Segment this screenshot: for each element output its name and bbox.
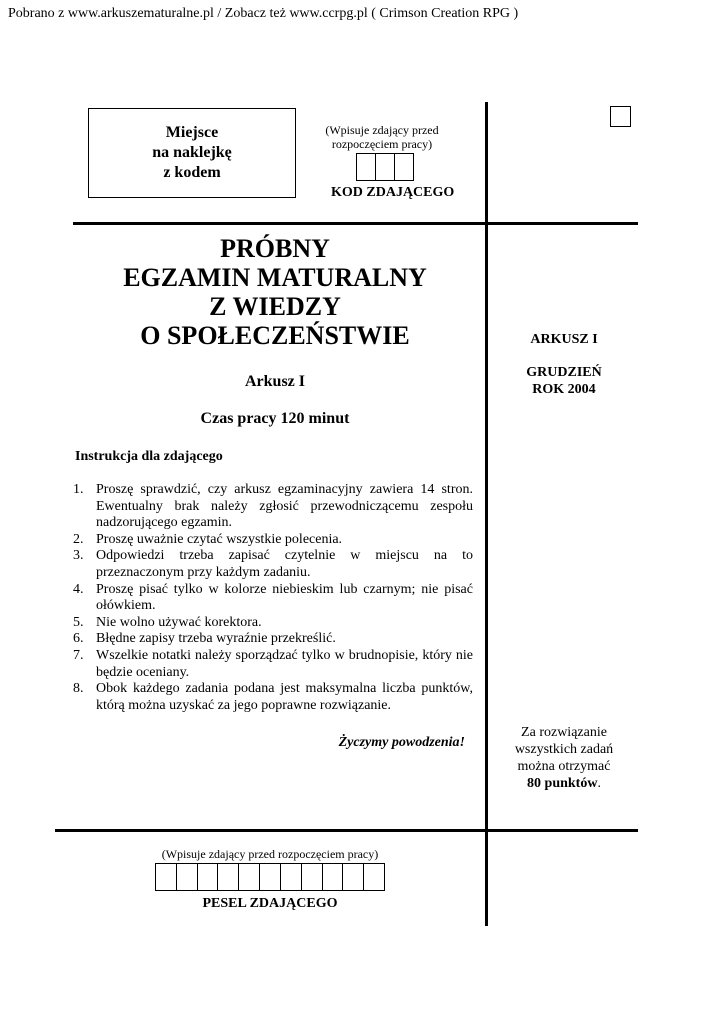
pesel-cells: [155, 863, 385, 891]
instructions-heading: Instrukcja dla zdającego: [75, 449, 223, 464]
points-line-1: Za rozwiązanie: [521, 725, 607, 740]
pesel-cell[interactable]: [176, 863, 198, 891]
code-cell[interactable]: [394, 153, 414, 181]
list-item: 1. Proszę sprawdzić, czy arkusz egzaminacyjny zawiera 14 stron. Ewentualny brak należy zgłosić przewodniczącemu zespołu nadzorującego egzamin.: [73, 482, 473, 531]
code-cell[interactable]: [356, 153, 376, 181]
points-suffix: .: [597, 776, 601, 791]
list-item: 7. Wszelkie notatki należy sporządzać tylko w brudnopisie, który nie będzie oceniany.: [73, 647, 473, 680]
vertical-divider: [485, 102, 488, 926]
pesel-label: PESEL ZDAJĄCEGO: [202, 896, 338, 911]
bottom-divider: [55, 829, 638, 832]
title-line-2: EGZAMIN MATURALNY: [123, 263, 427, 292]
pesel-cell[interactable]: [363, 863, 385, 891]
sticker-line-2: na naklejkę: [152, 144, 232, 161]
sidebar-year: ROK 2004: [532, 382, 596, 397]
list-item: 6. Błędne zapisy trzeba wyraźnie przekreślić.: [73, 631, 336, 647]
code-cell[interactable]: [375, 153, 395, 181]
list-item: 2. Proszę uważnie czytać wszystkie polecenia.: [73, 531, 343, 547]
pesel-cell[interactable]: [342, 863, 364, 891]
pesel-section: [155, 847, 385, 912]
time-label: Czas pracy 120 minut: [200, 410, 350, 427]
sidebar-month: GRUDZIEŃ: [526, 365, 602, 380]
pesel-cell[interactable]: [197, 863, 219, 891]
sheet-label: Arkusz I: [244, 373, 305, 390]
pesel-cell[interactable]: [155, 863, 177, 891]
list-item: 4. Proszę pisać tylko w kolorze niebieskim lub czarnym; nie pisać ołówkiem.: [73, 581, 473, 614]
title-line-4: O SPOŁECZEŃSTWIE: [140, 321, 410, 350]
instructions-list: [73, 482, 473, 714]
pesel-cell[interactable]: [301, 863, 323, 891]
good-luck-text: Życzymy powodzenia!: [338, 735, 465, 750]
sticker-line-3: z kodem: [163, 164, 221, 181]
pesel-cell[interactable]: [259, 863, 281, 891]
pesel-cell[interactable]: [238, 863, 260, 891]
corner-checkbox: [610, 106, 631, 127]
pesel-note: (Wpisuje zdający przed rozpoczęciem pracy): [161, 847, 379, 861]
exam-title: [75, 234, 475, 350]
points-line-2: wszystkich zadań: [514, 742, 614, 757]
pesel-cell[interactable]: [280, 863, 302, 891]
code-cells: [356, 153, 414, 181]
sticker-placeholder-box: [88, 108, 296, 198]
points-line-3: można otrzymać: [517, 759, 611, 774]
code-note: (Wpisuje zdający przed rozpoczęciem pracy): [325, 123, 439, 151]
sidebar-sheet: ARKUSZ I: [530, 332, 598, 347]
pesel-cell[interactable]: [217, 863, 239, 891]
source-header: Pobrano z www.arkuszematuralne.pl / Zobacz też www.ccrpg.pl ( Crimson Creation RPG ): [8, 6, 519, 21]
top-divider: [73, 222, 638, 225]
list-item: 5. Nie wolno używać korektora.: [73, 614, 262, 630]
title-line-3: Z WIEDZY: [209, 292, 341, 321]
title-line-1: PRÓBNY: [220, 234, 330, 263]
points-note: [490, 724, 638, 792]
code-label: KOD ZDAJĄCEGO: [331, 185, 455, 200]
sticker-line-1: Miejsce: [165, 124, 219, 141]
list-item: 3. Odpowiedzi trzeba zapisać czytelnie w miejscu na to przeznaczonym przy każdym zadaniu.: [73, 548, 473, 580]
pesel-cell[interactable]: [322, 863, 344, 891]
list-item: 8. Obok każdego zadania podana jest maksymalna liczba punktów, którą można uzyskać za jego poprawne rozwiązanie.: [73, 681, 473, 713]
points-value: 80 punktów: [527, 776, 598, 791]
